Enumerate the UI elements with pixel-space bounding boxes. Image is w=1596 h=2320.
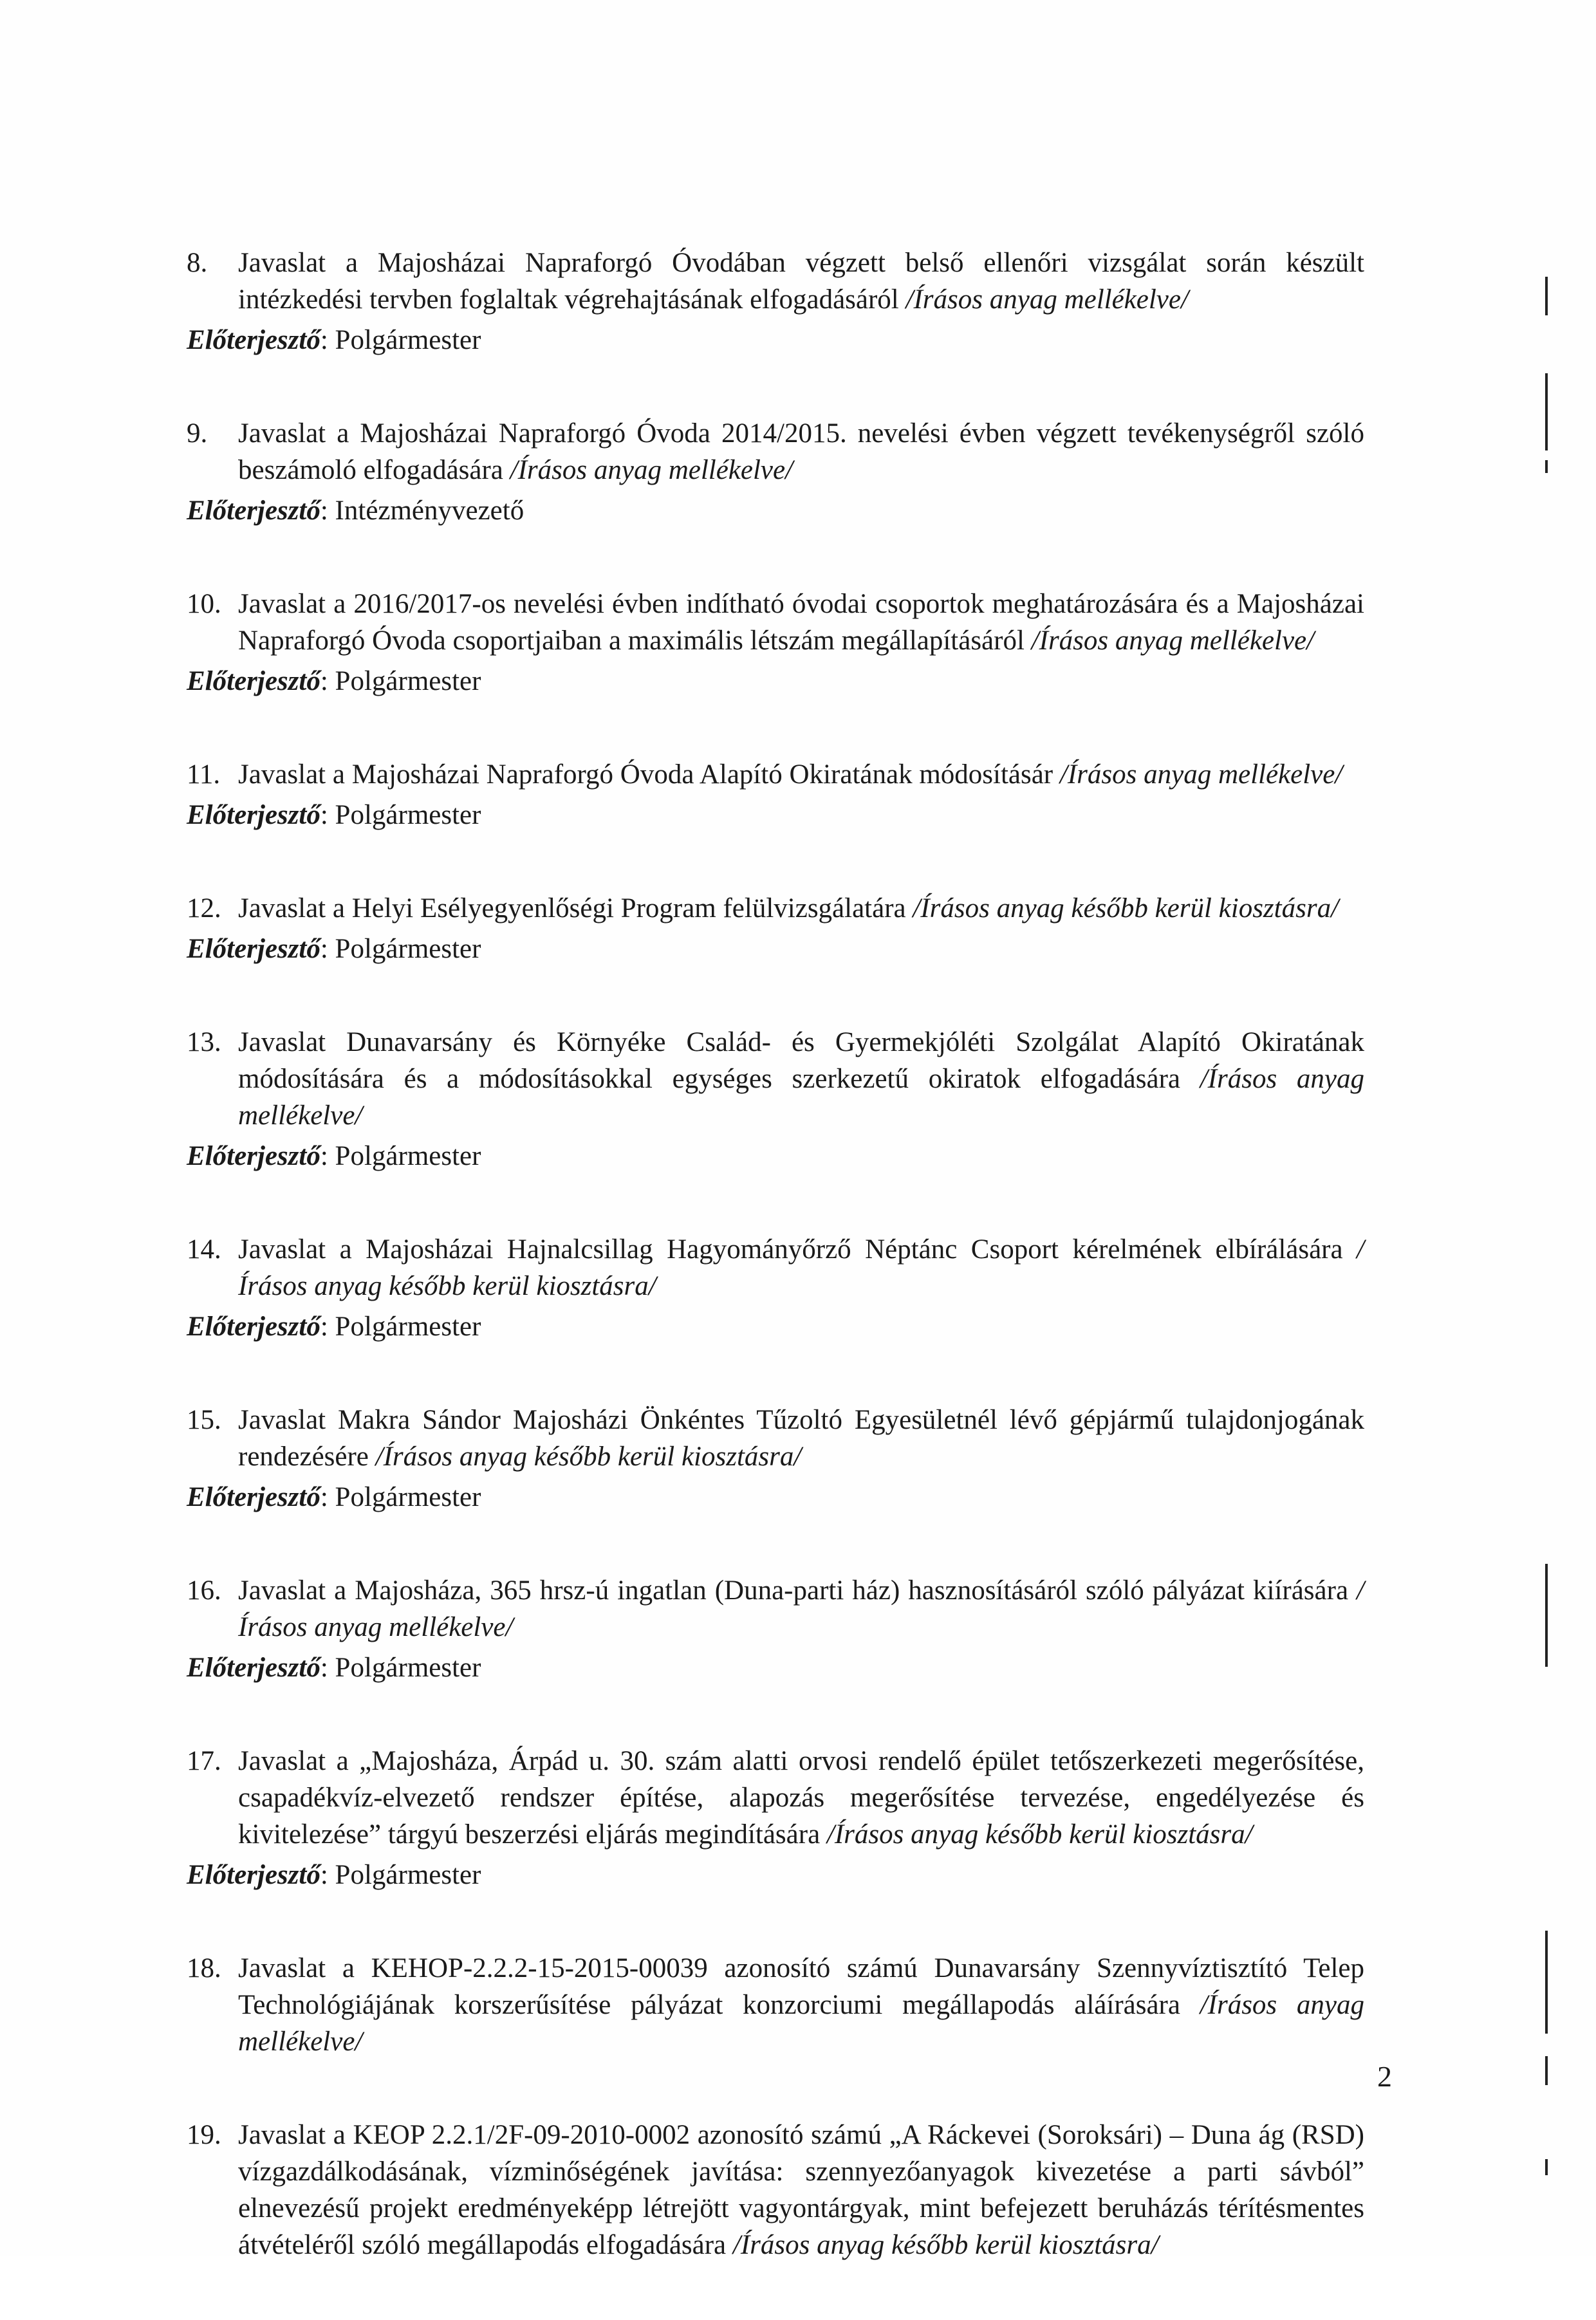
- item-note: /Írásos anyag később kerül kiosztásra/: [732, 2230, 1159, 2260]
- item-note: /Írásos anyag mellékelve/: [238, 1575, 1364, 1642]
- presenter-line: Előterjesztő: Polgármester: [187, 666, 481, 696]
- presenter-line: Előterjesztő: Polgármester: [187, 1860, 481, 1890]
- scan-edge-mark: [1545, 373, 1548, 450]
- scan-edge-mark: [1545, 2056, 1548, 2085]
- item-note: /Írásos anyag mellékelve/: [1059, 759, 1343, 790]
- item-note: /Írásos anyag mellékelve/: [1031, 626, 1315, 656]
- agenda-item: [187, 2117, 1364, 2263]
- item-number: 19.: [187, 2120, 221, 2150]
- item-note: /Írásos anyag mellékelve/: [238, 1990, 1364, 2057]
- agenda-item: [187, 1024, 1364, 1174]
- presenter-value: Polgármester: [335, 666, 481, 696]
- presenter-value: Polgármester: [335, 934, 481, 964]
- item-text: Javaslat a 2016/2017-os nevelési évben indítható óvodai csoportok meghatározására és a Majosházai Napraforgó Óvoda csoportjaiban a maximális létszám megállapításáról: [238, 589, 1364, 656]
- item-note: /Írásos anyag később kerül kiosztásra/: [826, 1819, 1253, 1850]
- agenda-item: [187, 415, 1364, 529]
- agenda-item: [187, 1231, 1364, 1345]
- presenter-label: Előterjesztő: [187, 325, 320, 355]
- item-text: Javaslat a Majosházai Napraforgó Óvoda Alapító Okiratának módosításár: [238, 759, 1053, 790]
- presenter-label: Előterjesztő: [187, 1653, 320, 1683]
- item-text: Javaslat a KEHOP-2.2.2-15-2015-00039 azonosító számú Dunavarsány Szennyvíztisztító Telep Technológiájának korszerűsítése pályázat konzorciumi megállapodás aláírására: [238, 1953, 1364, 2020]
- item-number: 13.: [187, 1027, 221, 1057]
- item-number: 17.: [187, 1746, 221, 1776]
- presenter-label: Előterjesztő: [187, 666, 320, 696]
- presenter-value: Polgármester: [335, 1141, 481, 1171]
- presenter-value: Polgármester: [335, 1312, 481, 1342]
- item-text: Javaslat a Helyi Esélyegyenlőségi Program felülvizsgálatára: [238, 893, 906, 923]
- presenter-label: Előterjesztő: [187, 1141, 320, 1171]
- presenter-line: Előterjesztő: Polgármester: [187, 1653, 481, 1683]
- scan-edge-mark: [1545, 1564, 1548, 1667]
- scan-edge-mark: [1545, 1931, 1548, 2034]
- agenda-item: [187, 1743, 1364, 1893]
- presenter-label: Előterjesztő: [187, 496, 320, 526]
- scan-edge-mark: [1545, 460, 1548, 473]
- presenter-label: Előterjesztő: [187, 934, 320, 964]
- item-text: Javaslat Dunavarsány és Környéke Család- és Gyermekjóléti Szolgálat Alapító Okiratának módosítására és a módosításokkal egységes szerkezetű okiratok elfogadására: [238, 1027, 1364, 1094]
- scan-edge-mark: [1545, 2159, 1548, 2175]
- item-note: /Írásos anyag mellékelve/: [238, 1064, 1364, 1131]
- item-note: /Írásos anyag később kerül kiosztásra/: [238, 1234, 1364, 1301]
- presenter-label: Előterjesztő: [187, 1482, 320, 1512]
- item-note: /Írásos anyag mellékelve/: [510, 455, 793, 485]
- presenter-line: Előterjesztő: Intézményvezető: [187, 496, 524, 526]
- scan-edge-mark: [1545, 277, 1548, 315]
- item-text: Javaslat a „Majosháza, Árpád u. 30. szám alatti orvosi rendelő épület tetőszerkezeti megerősítése, csapadékvíz-elvezető rendszer építése, alapozás megerősítése tervezése, engedélyezése és kivitelezése” tárgyú beszerzési eljárás megindítására: [238, 1746, 1364, 1850]
- item-number: 12.: [187, 893, 221, 923]
- presenter-value: Polgármester: [335, 1653, 481, 1683]
- presenter-line: Előterjesztő: Polgármester: [187, 1312, 481, 1342]
- presenter-label: Előterjesztő: [187, 800, 320, 830]
- page-number: 2: [1377, 2060, 1392, 2093]
- presenter-value: Polgármester: [335, 1482, 481, 1512]
- agenda-item: [187, 890, 1364, 967]
- item-number: 9.: [187, 418, 208, 449]
- agenda-item: [187, 245, 1364, 358]
- agenda-item: [187, 1402, 1364, 1516]
- presenter-label: Előterjesztő: [187, 1312, 320, 1342]
- presenter-label: Előterjesztő: [187, 1860, 320, 1890]
- item-text: Javaslat Makra Sándor Majosházi Önkéntes Tűzoltó Egyesületnél lévő gépjármű tulajdonjogának rendezésére: [238, 1405, 1364, 1472]
- presenter-line: Előterjesztő: Polgármester: [187, 1482, 481, 1512]
- presenter-line: Előterjesztő: Polgármester: [187, 934, 481, 964]
- agenda-list: [187, 245, 1364, 2320]
- item-number: 14.: [187, 1234, 221, 1265]
- item-text: Javaslat a Majosháza, 365 hrsz-ú ingatlan (Duna-parti ház) hasznosításáról szóló pályázat kiírására: [238, 1575, 1349, 1606]
- item-note: /Írásos anyag mellékelve/: [905, 284, 1189, 315]
- agenda-item: [187, 756, 1364, 833]
- agenda-item: [187, 1950, 1364, 2060]
- agenda-item: [187, 1572, 1364, 1686]
- item-note: /Írásos anyag később kerül kiosztásra/: [913, 893, 1339, 923]
- presenter-line: Előterjesztő: Polgármester: [187, 800, 481, 830]
- item-note: /Írásos anyag később kerül kiosztásra/: [375, 1442, 802, 1472]
- item-text: Javaslat a Majosházai Hajnalcsillag Hagyományőrző Néptánc Csoport kérelmének elbírálására: [238, 1234, 1343, 1265]
- item-number: 15.: [187, 1405, 221, 1435]
- presenter-line: Előterjesztő: Polgármester: [187, 325, 481, 355]
- item-text: Javaslat a Majosházai Napraforgó Óvodában végzett belső ellenőri vizsgálat során készült intézkedési tervben foglaltak végrehajtásának elfogadásáról: [238, 248, 1364, 315]
- presenter-value: Polgármester: [335, 1860, 481, 1890]
- item-number: 8.: [187, 248, 208, 278]
- presenter-value: Intézményvezető: [335, 496, 524, 526]
- presenter-value: Polgármester: [335, 800, 481, 830]
- item-text: Javaslat a KEOP 2.2.1/2F-09-2010-0002 azonosító számú „A Ráckevei (Soroksári) – Duna ág (RSD) vízgazdálkodásának, vízminőségének javítása: szennyezőanyagok kivezetése a parti sávból” elnevezésű projekt eredményeképp létrejött vagyontárgyak, mint befejezett beruházás térítésmentes átvételéről szóló megállapodás elfogadására: [238, 2120, 1364, 2260]
- item-number: 16.: [187, 1575, 221, 1606]
- presenter-line: Előterjesztő: Polgármester: [187, 1141, 481, 1171]
- item-number: 11.: [187, 759, 221, 790]
- agenda-item: [187, 586, 1364, 700]
- item-text: Javaslat a Majosházai Napraforgó Óvoda 2014/2015. nevelési évben végzett tevékenységről szóló beszámoló elfogadására: [238, 418, 1364, 485]
- presenter-value: Polgármester: [335, 325, 481, 355]
- item-number: 10.: [187, 589, 221, 619]
- item-number: 18.: [187, 1953, 221, 1983]
